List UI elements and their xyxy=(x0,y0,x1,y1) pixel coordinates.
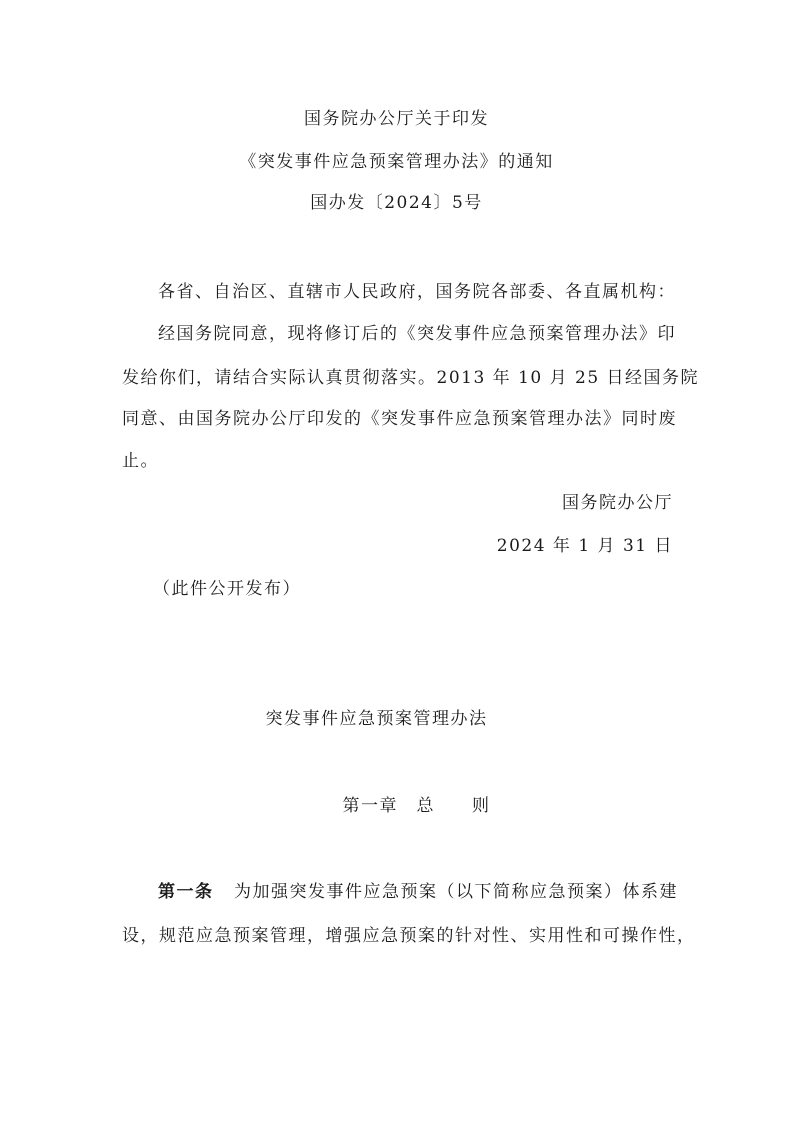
notice-title-line-2: 《突发事件应急预案管理办法》的通知 xyxy=(239,152,554,172)
document-number: 国办发〔2024〕5号 xyxy=(310,193,483,213)
article-1-line-1: 为加强突发事件应急预案（以下简称应急预案）体系建 xyxy=(234,882,678,902)
notice-body-line-4: 止。 xyxy=(122,451,159,471)
publication-note: （此件公开发布） xyxy=(153,579,301,599)
chapter-heading: 第一章 总 则 xyxy=(342,796,491,816)
notice-body-line-3: 同意、由国务院办公厅印发的《突发事件应急预案管理办法》同时废 xyxy=(122,409,677,429)
issue-date: 2024 年 1 月 31 日 xyxy=(496,536,673,556)
notice-body-line-1: 经国务院同意，现将修订后的《突发事件应急预案管理办法》印 xyxy=(158,324,676,344)
addressee-line: 各省、自治区、直辖市人民政府，国务院各部委、各直属机构： xyxy=(158,282,676,302)
issuer-signature: 国务院办公厅 xyxy=(562,493,673,513)
article-1-label: 第一条 xyxy=(158,882,214,902)
notice-body-line-2: 发给你们，请结合实际认真贯彻落实。2013 年 10 月 25 日经国务院 xyxy=(122,368,700,388)
notice-title-line-1: 国务院办公厅关于印发 xyxy=(304,109,489,129)
regulation-title: 突发事件应急预案管理办法 xyxy=(265,709,488,729)
article-1-line-2: 设，规范应急预案管理，增强应急预案的针对性、实用性和可操作性， xyxy=(122,926,696,946)
